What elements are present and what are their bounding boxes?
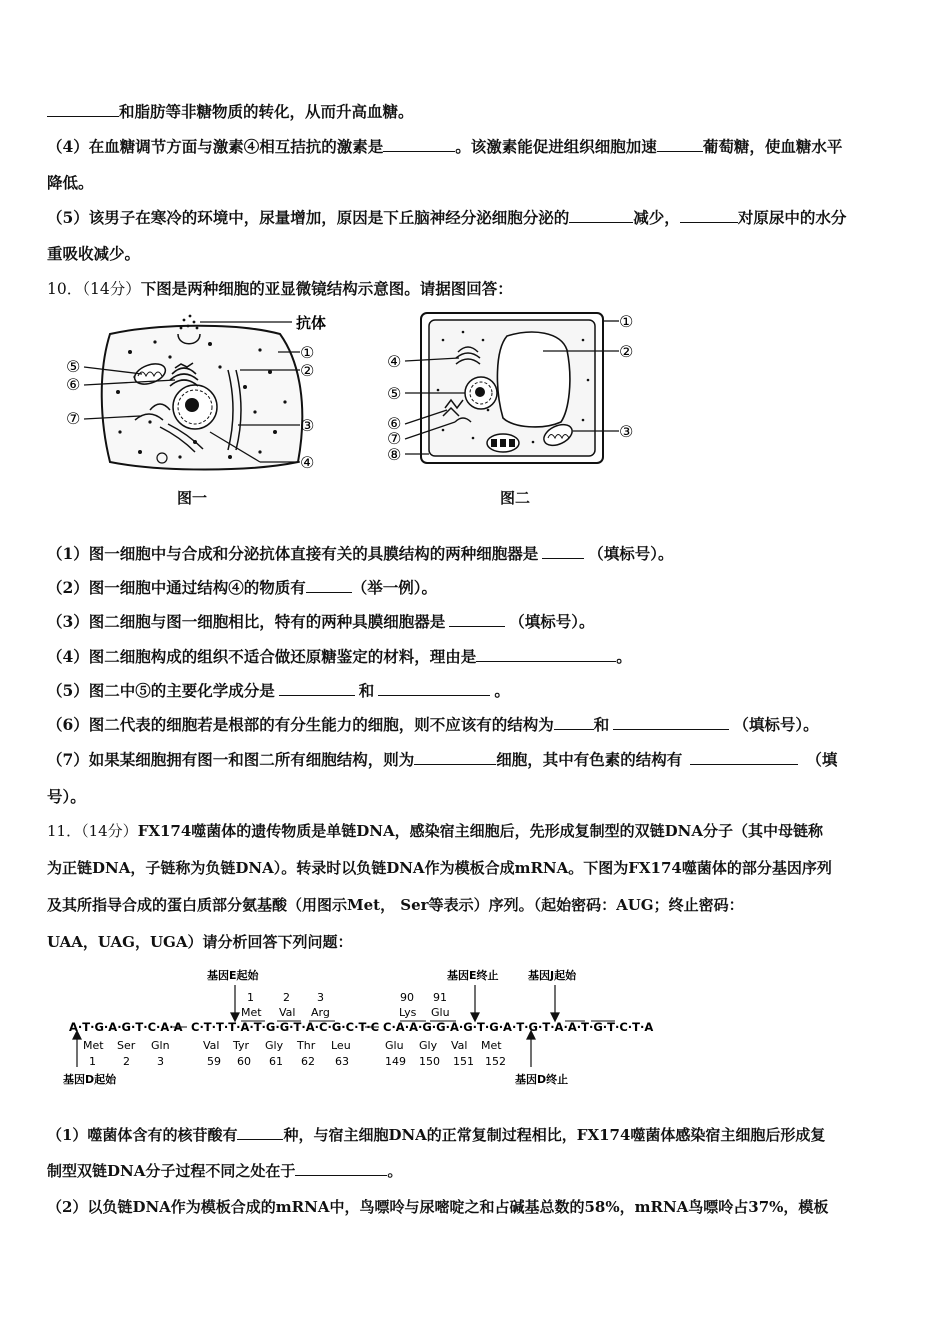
sequence-segment: A·T·G·A·G·T·C·A·A (69, 1020, 183, 1034)
amino-acid: Glu (431, 1006, 450, 1019)
question-11-line-2: 为正链DNA，子链称为负链DNA）。转录时以负链DNA作为模板合成mRNA。下图为FX174噬菌体的部分基因序列 (47, 859, 832, 877)
answer-blank[interactable] (690, 749, 798, 765)
marker-1: ① (300, 343, 315, 362)
answer-blank[interactable] (476, 646, 616, 662)
aa-index: 59 (207, 1055, 221, 1068)
q10-sub-1: （1）图一细胞中与合成和分泌抗体直接有关的具膜结构的两种细胞器是 （填标号）。 (47, 544, 674, 563)
text-line: （4）在血糖调节方面与激素④相互拮抗的激素是 。该激素能促进组织细胞加速 葡萄糖，使血糖水平 (47, 137, 843, 156)
aa-index: 149 (385, 1055, 406, 1068)
amino-acid: Tyr (233, 1039, 250, 1052)
marker-4: ④ (387, 352, 402, 371)
amino-acid: Val (279, 1006, 296, 1019)
amino-acid: Leu (331, 1039, 351, 1052)
marker-3: ③ (300, 416, 315, 435)
amino-acid: Arg (311, 1006, 330, 1019)
amino-acid: Val (451, 1039, 468, 1052)
amino-acid: Gly (419, 1039, 438, 1052)
answer-blank[interactable] (613, 714, 729, 730)
amino-acid: Gln (151, 1039, 170, 1052)
aa-index: 3 (157, 1055, 164, 1068)
marker-1: ① (619, 312, 634, 331)
marker-2: ② (300, 361, 315, 380)
antibody-label: 抗体 (296, 314, 327, 332)
amino-acid: Gly (265, 1039, 284, 1052)
answer-blank[interactable] (295, 1160, 387, 1176)
answer-blank[interactable] (554, 714, 594, 730)
answer-blank[interactable] (542, 543, 584, 559)
text-line: 重吸收减少。 (47, 244, 141, 263)
marker-6: ⑥ (387, 414, 402, 433)
text-line: 降低。 (47, 173, 94, 192)
marker-5: ⑤ (387, 384, 402, 403)
aa-index: 152 (485, 1055, 506, 1068)
text-line: 和脂肪等非糖物质的转化，从而升高血糖。 (47, 101, 907, 123)
aa-index: 91 (433, 991, 447, 1004)
answer-blank[interactable] (383, 136, 455, 152)
q10-sub-3: （3）图二细胞与图一细胞相比，特有的两种具膜细胞器是 （填标号）。 (47, 612, 595, 631)
gene-d-end-label: 基因D终止 (515, 1073, 569, 1086)
answer-blank[interactable] (237, 1124, 283, 1140)
q10-sub-5: （5）图二中⑤的主要化学成分是 和 。 (47, 681, 510, 700)
aa-index: 3 (317, 991, 324, 1004)
answer-blank[interactable] (378, 680, 490, 696)
chloroplast (487, 434, 519, 452)
gene-sequence-figure (55, 965, 654, 1090)
aa-index: 151 (453, 1055, 474, 1068)
aa-index: 150 (419, 1055, 440, 1068)
question-11-line-3: 及其所指导合成的蛋白质部分氨基酸（用图示Met， Ser等表示）序列。（起始密码：AUG；终止密码： (47, 896, 744, 914)
gene-e-end-label: 基因E终止 (447, 969, 499, 982)
amino-acid: Thr (297, 1039, 316, 1052)
answer-blank[interactable] (306, 577, 352, 593)
q10-sub-4: （4）图二细胞构成的组织不适合做还原糖鉴定的材料，理由是 。 (47, 647, 632, 666)
amino-acid: Met (481, 1039, 502, 1052)
q10-sub-6: （6）图二代表的细胞若是根部的有分生能力的细胞，则不应该有的结构为 和 （填标号）。 (47, 715, 819, 734)
amino-acid: Met (241, 1006, 262, 1019)
vacuole (497, 332, 569, 427)
aa-index: 61 (269, 1055, 283, 1068)
aa-index: 63 (335, 1055, 349, 1068)
amino-acid: Lys (399, 1006, 417, 1019)
gene-d-start-label: 基因D起始 (63, 1073, 117, 1086)
answer-blank[interactable] (47, 101, 119, 117)
gene-j-start-label: 基因J起始 (528, 969, 577, 982)
question-11-line-4: UAA，UAG，UGA）请分析回答下列问题： (47, 933, 353, 951)
marker-6: ⑥ (66, 375, 81, 394)
q10-sub-7-cont: 号）。 (47, 787, 86, 806)
dna-sequence (69, 1020, 653, 1034)
figure-1-caption: 图一 (177, 489, 208, 507)
marker-4: ④ (300, 453, 315, 472)
aa-index: 60 (237, 1055, 251, 1068)
answer-blank[interactable] (657, 136, 703, 152)
marker-3: ③ (619, 422, 634, 441)
aa-index: 1 (247, 991, 254, 1004)
answer-blank[interactable] (569, 207, 633, 223)
marker-2: ② (619, 342, 634, 361)
figure-2-caption: 图二 (500, 489, 531, 507)
q11-sub-1-cont: 制型双链DNA分子过程不同之处在于 。 (47, 1162, 403, 1180)
aa-index: 2 (123, 1055, 130, 1068)
sequence-segment: C·T·T·T·A·T·G·G·T·A·C·G·C·T·C (191, 1020, 380, 1034)
sequence-segment: C·A·A·G·G·A·G·T·G·A·T·G·T·A·A·T·G·T·C·T·A (383, 1020, 654, 1034)
marker-5: ⑤ (66, 357, 81, 376)
nucleus (173, 385, 217, 429)
aa-index: 90 (400, 991, 414, 1004)
marker-7: ⑦ (387, 429, 402, 448)
question-10-stem: 10．（14分）下图是两种细胞的亚显微镜结构示意图。请据图回答： (47, 279, 513, 298)
figure-1-animal-cell (60, 312, 325, 482)
q10-sub-2: （2）图一细胞中通过结构④的物质有 （举一例）。 (47, 578, 438, 597)
answer-blank[interactable] (414, 749, 496, 765)
aa-index: 2 (283, 991, 290, 1004)
answer-blank[interactable] (680, 207, 738, 223)
nucleus (465, 377, 497, 409)
text-line: （5）该男子在寒冷的环境中，尿量增加，原因是下丘脑神经分泌细胞分泌的 减少， 对原尿中的水分 (47, 208, 847, 227)
gene-e-start-label: 基因E起始 (207, 969, 259, 982)
amino-acid: Met (83, 1039, 104, 1052)
question-11-stem: 11．（14分）FX174噬菌体的遗传物质是单链DNA，感染宿主细胞后，先形成复制型的双链DNA分子（其中母链称 (47, 822, 824, 840)
answer-blank[interactable] (279, 680, 355, 696)
q10-sub-7: （7）如果某细胞拥有图一和图二所有细胞结构，则为 细胞，其中有色素的结构有 （填 (47, 750, 838, 769)
marker-8: ⑧ (387, 445, 402, 464)
q11-sub-2: （2）以负链DNA作为模板合成的mRNA中，鸟嘌呤与尿嘧啶之和占碱基总数的58%，mRNA鸟嘌呤占37%，模板 (47, 1198, 829, 1216)
aa-index: 62 (301, 1055, 315, 1068)
answer-blank[interactable] (449, 611, 505, 627)
amino-acid: Glu (385, 1039, 404, 1052)
q11-sub-1: （1）噬菌体含有的核苷酸有 种，与宿主细胞DNA的正常复制过程相比，FX174噬菌体感染宿主细胞后形成复 (47, 1126, 826, 1144)
figure-2-plant-cell (383, 310, 648, 470)
amino-acid: Val (203, 1039, 220, 1052)
aa-index: 1 (89, 1055, 96, 1068)
marker-7: ⑦ (66, 409, 81, 428)
amino-acid: Ser (117, 1039, 136, 1052)
